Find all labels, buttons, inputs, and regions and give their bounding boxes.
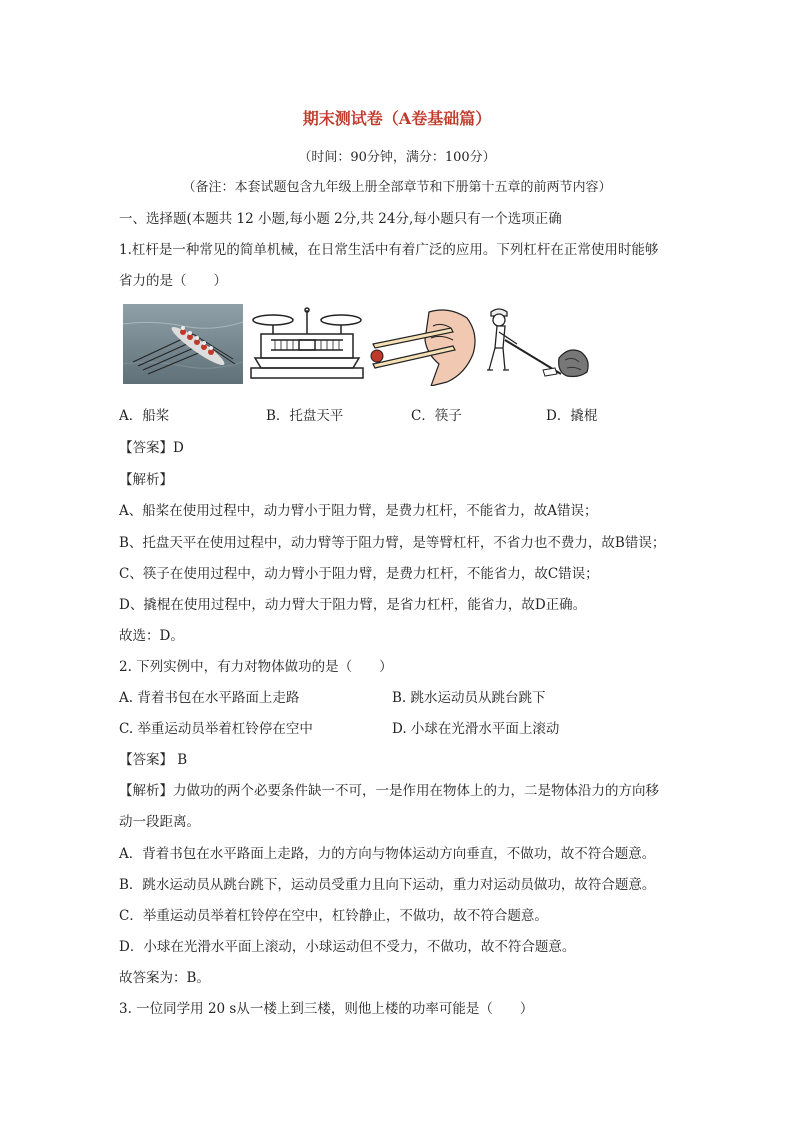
- q1-answer: 【答案】D: [119, 440, 184, 456]
- chopsticks-image: [369, 304, 481, 386]
- rowing-boat-image: [123, 304, 243, 384]
- q1-option-b: B．托盘天平: [266, 408, 344, 424]
- time-info: （时间：90分钟，满分：100分）: [298, 150, 496, 165]
- q1-analysis-c: C、筷子在使用过程中，动力臂小于阻力臂，是费力杠杆，不能省力，故C错误；: [119, 566, 599, 582]
- note: （备注：本套试题包含九年级上册全部章节和下册第十五章的前两节内容）: [182, 180, 612, 195]
- q2-option-b: B. 跳水运动员从跳台跳下: [392, 690, 546, 706]
- q3-stem: 3. 一位同学用 20 s从一楼上到三楼，则他上楼的功率可能是（ ）: [119, 1001, 534, 1017]
- balance-scale-image: [249, 304, 365, 386]
- q1-option-a: A．船桨: [119, 408, 170, 424]
- q2-analysis-b: B．跳水运动员从跳台跳下，运动员受重力且向下运动，重力对运动员做功，故符合题意。: [119, 877, 656, 893]
- q2-conclusion: 故答案为：B。: [119, 970, 210, 986]
- q1-option-d: D．撬棍: [546, 408, 598, 424]
- q2-answer: 【答案】 B: [119, 752, 188, 768]
- q2-analysis-line2: 动一段距离。: [119, 814, 200, 830]
- q2-analysis-d: D．小球在光滑水平面上滚动，小球运动但不受力，不做功，故不符合题意。: [119, 939, 576, 955]
- q1-stem-line2: 省力的是（ ）: [119, 273, 227, 289]
- q1-analysis-b: B、托盘天平在使用过程中，动力臂等于阻力臂，是等臂杠杆，不省力也不费力，故B错误；: [119, 535, 666, 551]
- q1-analysis-a: A、船桨在使用过程中，动力臂小于阻力臂，是费力杠杆，不能省力，故A错误；: [119, 503, 598, 519]
- page-title: 期末测试卷（A卷基础篇）: [302, 109, 492, 128]
- q2-option-c: C. 举重运动员举着杠铃停在空中: [119, 721, 313, 737]
- q2-option-a: A. 背着书包在水平路面上走路: [119, 690, 300, 706]
- q1-option-c: C．筷子: [411, 408, 462, 424]
- q2-analysis-c: C．举重运动员举着杠铃停在空中，杠铃静止，不做功，故不符合题意。: [119, 908, 548, 924]
- q1-analysis-d: D、撬棍在使用过程中，动力臂大于阻力臂，是省力杠杆，能省力，故D正确。: [119, 597, 587, 613]
- q2-analysis-a: A．背着书包在水平路面上走路，力的方向与物体运动方向垂直，不做功，故不符合题意。: [119, 846, 656, 862]
- q1-analysis-label: 【解析】: [119, 472, 173, 488]
- q1-stem-line1: 1.杠杆是一种常见的简单机械，在日常生活中有着广泛的应用。下列杠杆在正常使用时能够: [119, 242, 659, 258]
- section-heading: 一、选择题(本题共 12 小题,每小题 2分,共 24分,每小题只有一个选项正确: [119, 211, 562, 227]
- crowbar-image: [483, 304, 593, 386]
- q1-image-row: [123, 304, 603, 386]
- q2-option-d: D. 小球在光滑水平面上滚动: [392, 721, 560, 737]
- q2-stem: 2. 下列实例中，有力对物体做功的是（ ）: [119, 659, 393, 675]
- q2-analysis-line1: 【解析】力做功的两个必要条件缺一不可，一是作用在物体上的力，二是物体沿力的方向移: [119, 783, 659, 799]
- q1-conclusion: 故选：D。: [119, 628, 184, 644]
